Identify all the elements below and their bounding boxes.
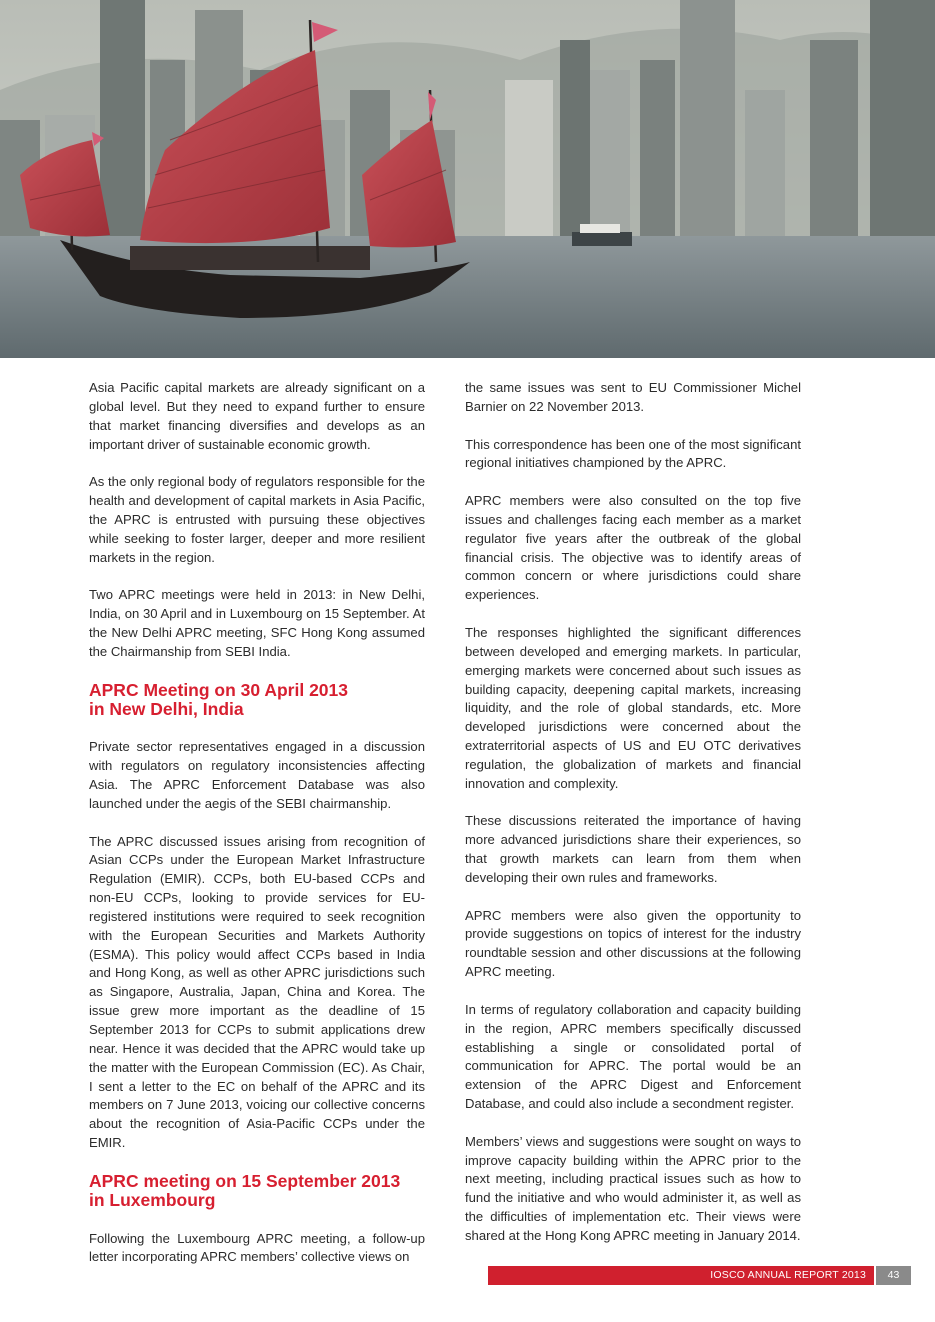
heading-line: APRC meeting on 15 September 2013 (89, 1170, 401, 1191)
paragraph: the same issues was sent to EU Commissioner Michel Barnier on 22 November 2013. (465, 380, 801, 414)
paragraph: Members’ views and suggestions were sought on ways to improve capacity building within the APRC prior to the next meeting, including practical issues such as how to fund the initiative and who would administer it, as well as the difficulties of implementation etc. Their views were shared at the Hong Kong APRC meeting in January 2014. (465, 1133, 801, 1243)
paragraph: APRC members were also consulted on the top five issues and challenges facing each member as a market regulator five years after the outbreak of the global financial crisis. The objective was to identify areas of common concern or where jurisdictions could share experiences. (465, 493, 801, 603)
paragraph: As the only regional body of regulators responsible for the health and development of capital markets in Asia Pacific, the APRC is entrusted with pursuing these objectives while seeking to foster larger, deeper and more resilient markets in the region. (89, 474, 425, 565)
section-heading-luxembourg (89, 1172, 425, 1211)
paragraph: These discussions reiterated the importance of having more advanced jurisdictions share their experiences, so that growth markets can learn from them when developing their own rules and frameworks. (465, 813, 801, 885)
right-column (465, 379, 801, 1265)
paragraph: This correspondence has been one of the most significant regional initiatives championed by the APRC. (465, 436, 801, 471)
paragraph: Private sector representatives engaged in a discussion with regulators on regulatory inconsistencies affecting Asia. The APRC Enforcement Database was also launched under the aegis of the SEBI chairmanship. (89, 739, 425, 811)
paragraph: The APRC discussed issues arising from recognition of Asian CCPs under the European Market Infrastructure Regulation (EMIR). CCPs, both EU-based CCPs and non-EU CCPs, looking to provide services for EU-registered institutions were required to seek recognition with the European Securities and Markets Authority (ESMA). This policy would affect CCPs based in India and Hong Kong, as well as other APRC jurisdictions such as Singapore, Australia, Japan, China and Korea. The issue grew more important as the deadline of 15 September 2013 for CCPs to submit applications drew near. Hence it was decided that the APRC would take up the matter with the European Commission (EC). As Chair, I sent a letter to the EC on behalf of the APRC and its members on 7 June 2013, voicing our collective concerns about the recognition of Asia-Pacific CCPs under the EMIR. (89, 833, 425, 1151)
report-title-label: IOSCO ANNUAL REPORT 2013 (488, 1266, 874, 1285)
hero-photo (0, 0, 935, 358)
heading-line: in New Delhi, India (89, 699, 244, 719)
page-number: 43 (876, 1266, 911, 1285)
paragraph: The responses highlighted the significant differences between developed and emerging markets. In particular, emerging markets were concerned about such issues as building capacity, deepening capital markets, increasing liquidity, and the role of global standards, etc. More developed jurisdictions were concerned about the extraterritorial aspects of US and EU OTC derivatives regulation, the globalization of markets and financial innovation and complexity. (465, 624, 801, 791)
heading-line: in Luxembourg (89, 1190, 216, 1211)
left-column (89, 379, 425, 1286)
junk-boat-harbour-image (0, 0, 935, 358)
section-heading-new-delhi (89, 681, 425, 720)
heading-line: APRC Meeting on 30 April 2013 (89, 679, 348, 700)
paragraph: APRC members were also given the opportunity to provide suggestions on topics of interest for the industry roundtable session and other discussions at the following APRC meeting. (465, 907, 801, 980)
paragraph: Two APRC meetings were held in 2013: in New Delhi, India, on 30 April and in Luxembourg on 15 September. At the New Delhi APRC meeting, SFC Hong Kong assumed the Chairmanship from SEBI India. (89, 587, 425, 659)
paragraph: Asia Pacific capital markets are already significant on a global level. But they need to expand further to ensure that market financing diversifies and develops as an important driver of sustainable economic growth. (89, 380, 425, 452)
paragraph: Following the Luxembourg APRC meeting, a follow-up letter incorporating APRC members’ collective views on (89, 1230, 425, 1265)
paragraph: In terms of regulatory collaboration and capacity building in the region, APRC members specifically discussed establishing a single or consolidated portal of communication for APRC. The portal would be an extension of the APRC Digest and Enforcement Database, and could also include a secondment register. (465, 1001, 801, 1112)
page-footer (488, 1266, 911, 1285)
